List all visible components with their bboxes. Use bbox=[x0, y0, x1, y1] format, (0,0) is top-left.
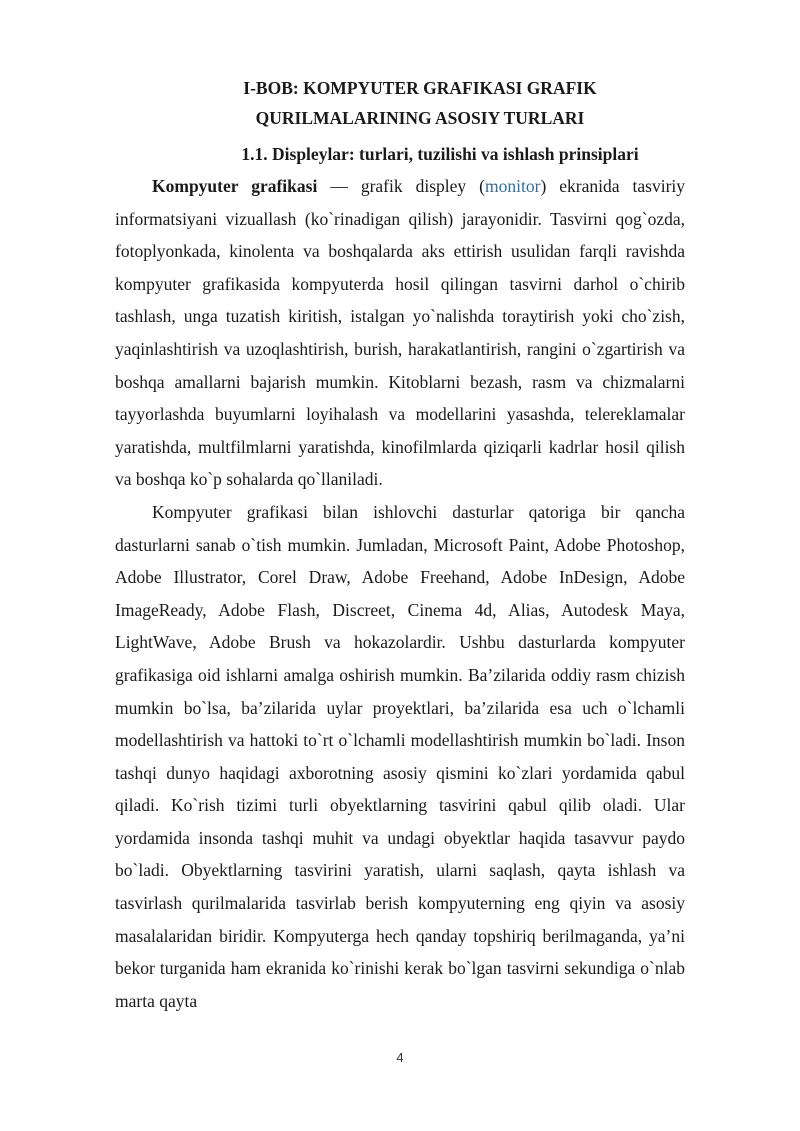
paragraph-2: Kompyuter grafikasi bilan ishlovchi dasturlar qatoriga bir qancha dasturlarni sanab o`tish mumkin. Jumladan, Microsoft Paint, Adobe Photoshop, Adobe Illustrator, Corel Draw, Adobe Freehand, Adobe InDesign, Adobe ImageReady, Adobe Flash, Discreet, Cinema 4d, Alias, Autodesk Maya, LightWave, Adobe Brush va hokazolardir. Ushbu dasturlarda kompyuter grafikasiga oid ishlarni amalga oshirish mumkin. Ba’zilarida oddiy rasm chizish mumkin bo`lsa, ba’zilarida uylar proyektlari, ba’zilarida esa uch o`lchamli modellashtirish va hattoki to`rt o`lchamli modellashtirish mumkin bo`ladi. Inson tashqi dunyo haqidagi axborotning asosiy qismini ko`zlari yordamida qabul qiladi. Ko`rish tizimi turli obyektlarning tasvirini qabul qilib oladi. Ular yordamida insonda tashqi muhit va undagi obyektlar haqida tasavvur paydo bo`ladi. Obyektlarning tasvirini yaratish, ularni saqlash, qayta ishlash va tasvirlash qurilmalarida tasvirlab berish kompyuterning eng qiyin va asosiy masalalaridan biridir. Kompyuterga hech qanday topshiriq berilmaganda, ya’ni bekor turganida ham ekranida ko`rinishi kerak bo`lgan tasvirni sekundiga o`nlab marta qayta bbox=[115, 501, 685, 1011]
chapter-title: I-BOB: KOMPYUTER GRAFIKASI GRAFIK QURILMALARINING ASOSIY TURLARI bbox=[243, 78, 597, 128]
term-kompyuter-grafikasi: Kompyuter grafikasi bbox=[152, 176, 318, 196]
monitor-link[interactable]: monitor bbox=[485, 176, 541, 196]
page-number: 4 bbox=[396, 1050, 404, 1065]
paragraph-1-lead: — grafik displey ( bbox=[317, 176, 486, 196]
paragraph-1 bbox=[115, 170, 685, 496]
paragraph-1-text: ) ekranida tasviriy informatsiyani vizuallash (ko`rinadigan qilish) jarayonidir. Tasvirni qog`ozda, fotoplyonkada, kinolenta va boshqalarda aks ettirish usulidan farqli ravishda kompyuter grafikasida kompyuterda hosil qilingan tasvirni darhol o`chirib tashlash, unga tuzatish kiritish, istalgan yo`nalishda toraytirish yoki cho`zish, yaqinlashtirish va uzoqlashtirish, burish, harakatlantirish, rangini o`zgartirish va boshqa amallarni bajarish mumkin. Kitoblarni bezash, rasm va chizmalarni tayyorlashda buyumlarni loyihalash va modellarini yasashda, telereklamalar yaratishda, multfilmlarni yaratishda, kinofilmlarda qiziqarli kadrlar hosil qilish va boshqa ko`p sohalarda qo`llaniladi. bbox=[115, 176, 686, 490]
body-text bbox=[115, 170, 685, 1017]
section-title: 1.1. Displeylar: turlari, tuzilishi va ishlash prinsiplari bbox=[241, 144, 639, 164]
